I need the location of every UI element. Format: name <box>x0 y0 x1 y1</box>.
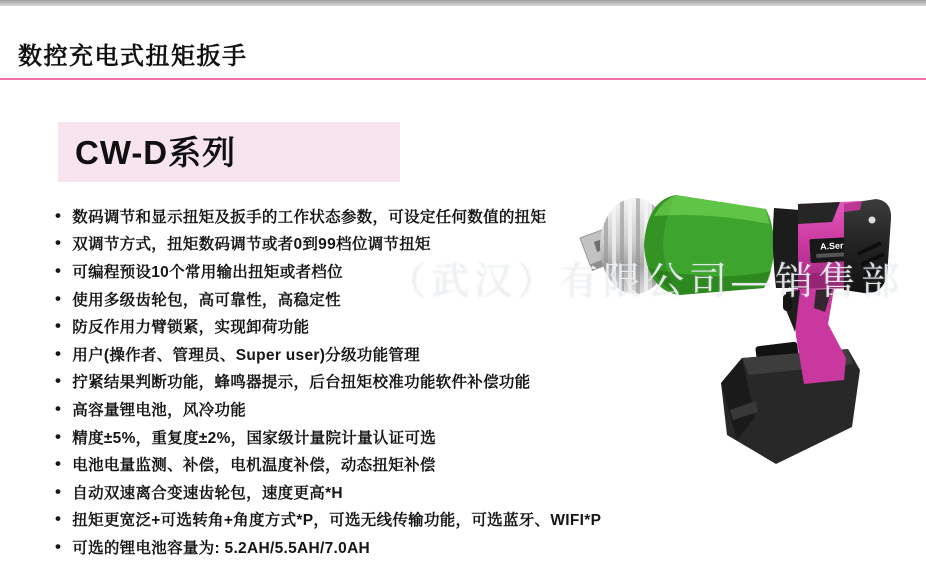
feature-item: • 双调节方式，扭矩数码调节或者0到99档位调节扭矩 <box>55 230 601 258</box>
feature-item: • 精度±5%，重复度±2%，国家级计量院计量认证可选 <box>55 423 601 451</box>
trigger <box>783 294 792 311</box>
coupling-ring <box>773 208 800 288</box>
feature-item: • 扭矩更宽泛+可选转角+角度方式*P，可选无线传输功能，可选蓝牙、WIFI*P <box>55 506 601 534</box>
product-image <box>578 186 926 475</box>
rear-cap <box>844 199 891 293</box>
feature-item: • 可选的锂电池容量为: 5.2AH/5.5AH/7.0AH <box>55 533 601 561</box>
series-title: CW-D系列 <box>75 133 237 171</box>
feature-item: • 拧紧结果判断功能，蜂鸣器提示，后台扭矩校准功能软件补偿功能 <box>55 368 601 396</box>
feature-item: • 可编程预设10个常用输出扭矩或者档位 <box>55 257 601 285</box>
feature-item: • 用户(操作者、管理员、Super user)分级功能管理 <box>55 340 601 368</box>
page-title: 数控充电式扭矩扳手 <box>18 43 248 70</box>
feature-item: • 高容量锂电池，风冷功能 <box>55 395 601 423</box>
watermark-text: （武汉）有限公司—销售部 <box>388 261 905 303</box>
feature-item: • 防反作用力臂锁紧，实现卸荷功能 <box>55 312 601 340</box>
feature-list <box>55 202 601 561</box>
page-header <box>0 6 926 80</box>
tool-head <box>644 195 774 295</box>
feature-item: • 电池电量监测、补偿，电机温度补偿，动态扭矩补偿 <box>55 450 601 478</box>
feature-item: • 自动双速离合变速齿轮包，速度更高*H <box>55 478 601 506</box>
feature-item: • 使用多级齿轮包，高可靠性，高稳定性 <box>55 285 601 313</box>
screw-dot <box>869 217 876 224</box>
brand-label: A.Ser <box>819 240 844 252</box>
series-badge <box>58 122 400 182</box>
feature-item: • 数码调节和显示扭矩及扳手的工作状态参数，可设定任何数值的扭矩 <box>55 202 601 230</box>
